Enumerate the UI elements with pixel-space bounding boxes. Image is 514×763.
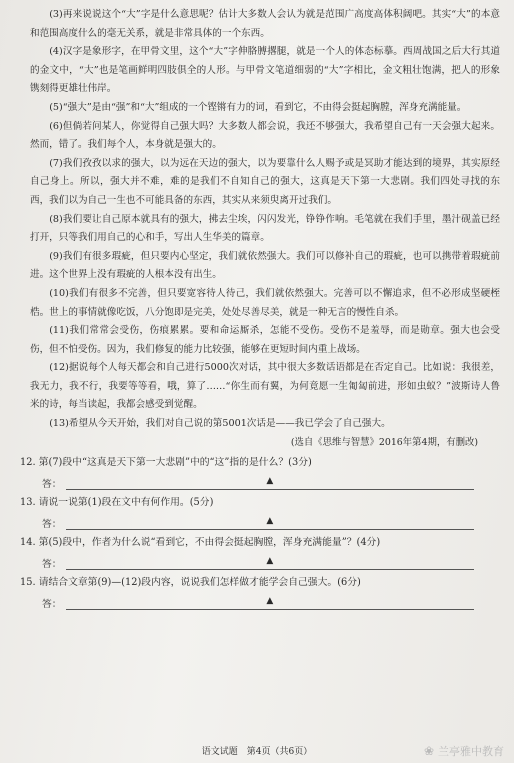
question-15: 15. 请结合文章第(9)—(12)段内容，说说我们怎样做才能学会自己强大。(6分) xyxy=(20,576,361,588)
question-14: 14. 第(5)段中，作者为什么说“看到它，不由得会挺起胸膛，浑身充满能量”？(4分) xyxy=(20,536,381,548)
answer-line-13[interactable] xyxy=(42,512,474,530)
question-12: 12. 第(7)段中“这真是天下第一大悲剧”中的“这”指的是什么？(3分) xyxy=(20,456,312,468)
answer-line-12[interactable] xyxy=(42,472,474,490)
paragraph-6: (6)但倘若问某人，你觉得自己强大吗？大多数人都会说，我还不够强大，我希望自己有一天会强大起来。然而，错了。我们每个人，本身就是强大的。 xyxy=(30,120,500,151)
paragraph-11: (11)我们常常会受伤，伤痕累累。要和命运厮杀，怎能不受伤。受伤不是羞辱，而是勋章。强大也会受伤，但不怕受伤。因为，我们修复的能力比较强，能够在更短时间内重上战场。 xyxy=(30,325,500,355)
question-13: 13. 请说一说第(1)段在文中有何作用。(5分) xyxy=(20,496,214,508)
paragraph-3: (3)再来说说这个“大”字是什么意思呢？估计大多数人会认为就是范围广高度高体积阔吧。其实“大”的本意和范围高度什么的毫无关系，就是非常具体的一个东西。 xyxy=(30,9,500,39)
paragraph-7: (7)我们孜孜以求的强大，以为远在天边的强大，以为要靠什么人赐予或是冥助才能达到的境界，其实原经自己身上。所以，强大并不难，难的是我们不自知自己的强大，这真是天下第一大悲剧。我们四处寻找的东西，我们以为自己一生也不可能具备的东西，其实从来须臾离开过我们。 xyxy=(30,157,500,206)
paragraph-13: (13)希望从今天开始，我们对自己说的第5001次话是——我已学会了自己强大。 xyxy=(49,418,391,430)
triangle-marker-icon: ▲ xyxy=(266,475,274,486)
watermark xyxy=(424,743,504,759)
watermark-text: 兰亭雅中教育 xyxy=(438,745,504,758)
answer-label: 答： xyxy=(42,598,62,610)
wechat-icon: ❀ xyxy=(423,744,434,758)
paragraph-4: (4)汉字是象形字，在甲骨文里，这个“大”字伸胳膊撂腿，就是一个人的体态标摹。西周战国之后大行其道的金文中，“大”也是笔画鲜明四肢俱全的人形。与甲骨文笔道细弱的“大”字相比，金文粗壮饱满，把人的形象镌刻得更雄壮伟岸。 xyxy=(30,46,500,95)
paragraph-5: (5)“强大”是由“强”和“大”组成的一个铿锵有力的词，看到它，不由得会挺起胸膛，浑身充满能量。 xyxy=(49,101,467,113)
answer-line-15[interactable] xyxy=(42,592,474,610)
triangle-marker-icon: ▲ xyxy=(266,555,274,566)
triangle-marker-icon: ▲ xyxy=(266,595,274,606)
answer-label: 答： xyxy=(42,558,62,570)
paragraph-10: (10)我们有很多不完善，但只要宽容待人待己，我们就依然强大。完善可以不懈追求，但不必形成坚硬桎梏。世上的事情就像吃饭，八分饱即是完美，处处尽善尽美，就是一种无言的慢性自杀。 xyxy=(30,287,500,318)
paragraph-12: (12)据说每个人每天都会和自己进行5000次对话，其中很大多数话语都是在否定自己。比如说：我很差，我无力，我不行，我要等等看，哦，算了……“你生而有翼，为何竟愿一生匍匐前进，形如虫蚁？”波斯诗人鲁米的诗，每当读起，我都会感受到觉醒。 xyxy=(30,362,500,411)
paragraph-9: (9)我们有很多瑕疵，但只要内心坚定，我们就依然强大。我们可以修补自己的瑕疵，也可以携带着瑕疵前进。这个世界上没有瑕疵的人根本没有出生。 xyxy=(30,250,500,281)
page-footer: 语文试题 第4页（共6页） xyxy=(201,747,313,757)
answer-label: 答： xyxy=(42,478,62,490)
source-citation: (选自《思维与智慧》2016年第4期，有删改) xyxy=(290,436,478,448)
answer-line-14[interactable] xyxy=(42,552,474,570)
triangle-marker-icon: ▲ xyxy=(266,515,274,526)
paragraph-8: (8)我们要让自己原本就具有的强大，拂去尘埃，闪闪发光，铮铮作响。毛笔就在我们手里，墨汁砚盖已经打开，只等我们用自己的心和手，写出人生华美的篇章。 xyxy=(30,213,500,244)
answer-label: 答： xyxy=(42,518,62,530)
